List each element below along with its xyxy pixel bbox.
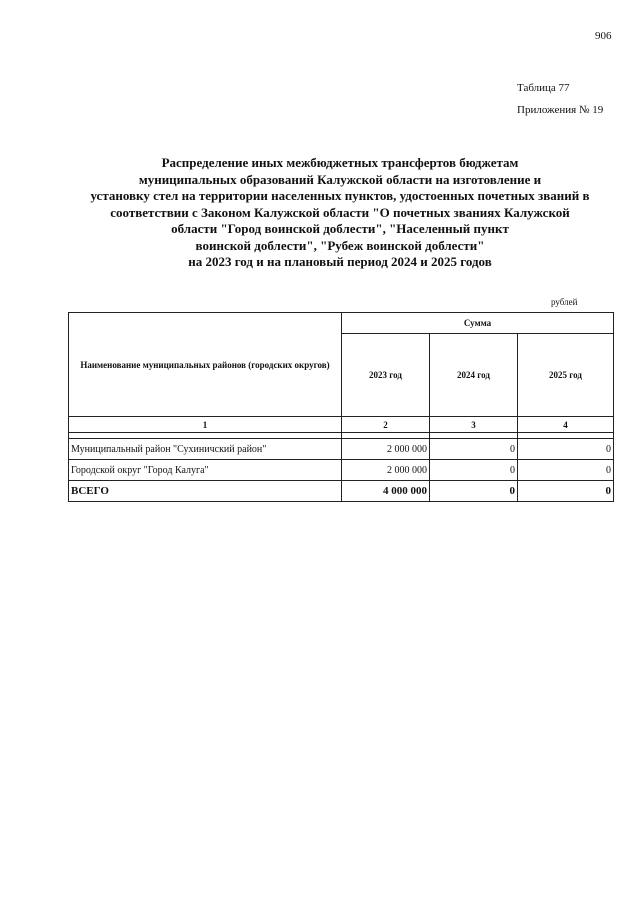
value-2025: 0 (518, 460, 614, 481)
table-row (69, 439, 614, 460)
title-line-5: области "Город воинской доблести", "Населенный пункт (171, 221, 509, 236)
units-label: рублей (551, 297, 578, 307)
table-reference: Таблица 77 (517, 82, 570, 94)
title-line-1: Распределение иных межбюджетных трансфертов бюджетам (161, 155, 519, 170)
table-row (69, 460, 614, 481)
row-name: Городской округ "Город Калуга" (69, 460, 342, 481)
year-header-2024: 2024 год (430, 334, 518, 417)
title-line-4: соответствии с Законом Калужской области "О почетных званиях Калужской (110, 204, 570, 220)
column-number: 4 (518, 417, 614, 433)
value-2023: 2 000 000 (342, 460, 430, 481)
page-number: 906 (595, 30, 612, 42)
column-number: 3 (430, 417, 518, 433)
value-2023: 2 000 000 (342, 439, 430, 460)
name-column-header: Наименование муниципальных районов (городских округов) (69, 313, 342, 417)
appendix-reference: Приложения № 19 (517, 104, 604, 116)
year-header-2025: 2025 год (518, 334, 614, 417)
row-name: Муниципальный район "Сухиничский район" (69, 439, 342, 460)
total-2024: 0 (430, 481, 518, 502)
title-line-2: муниципальных образований Калужской области на изготовление и (138, 171, 542, 187)
column-number: 1 (69, 417, 342, 433)
document-title (60, 155, 620, 271)
column-number: 2 (342, 417, 430, 433)
total-row (69, 481, 614, 502)
distribution-table (68, 312, 614, 502)
total-2023: 4 000 000 (342, 481, 430, 502)
year-header-2023: 2023 год (342, 334, 430, 417)
title-line-7: на 2023 год и на плановый период 2024 и 2025 годов (188, 254, 492, 269)
column-number-row (69, 417, 614, 433)
title-line-6: воинской доблести", "Рубеж воинской доблести" (195, 237, 485, 253)
value-2024: 0 (430, 439, 518, 460)
value-2024: 0 (430, 460, 518, 481)
sum-header: Сумма (342, 313, 614, 334)
value-2025: 0 (518, 439, 614, 460)
total-label: ВСЕГО (69, 481, 342, 502)
total-2025: 0 (518, 481, 614, 502)
title-line-3: установку стел на территории населенных пунктов, удостоенных почетных званий в (90, 188, 590, 203)
